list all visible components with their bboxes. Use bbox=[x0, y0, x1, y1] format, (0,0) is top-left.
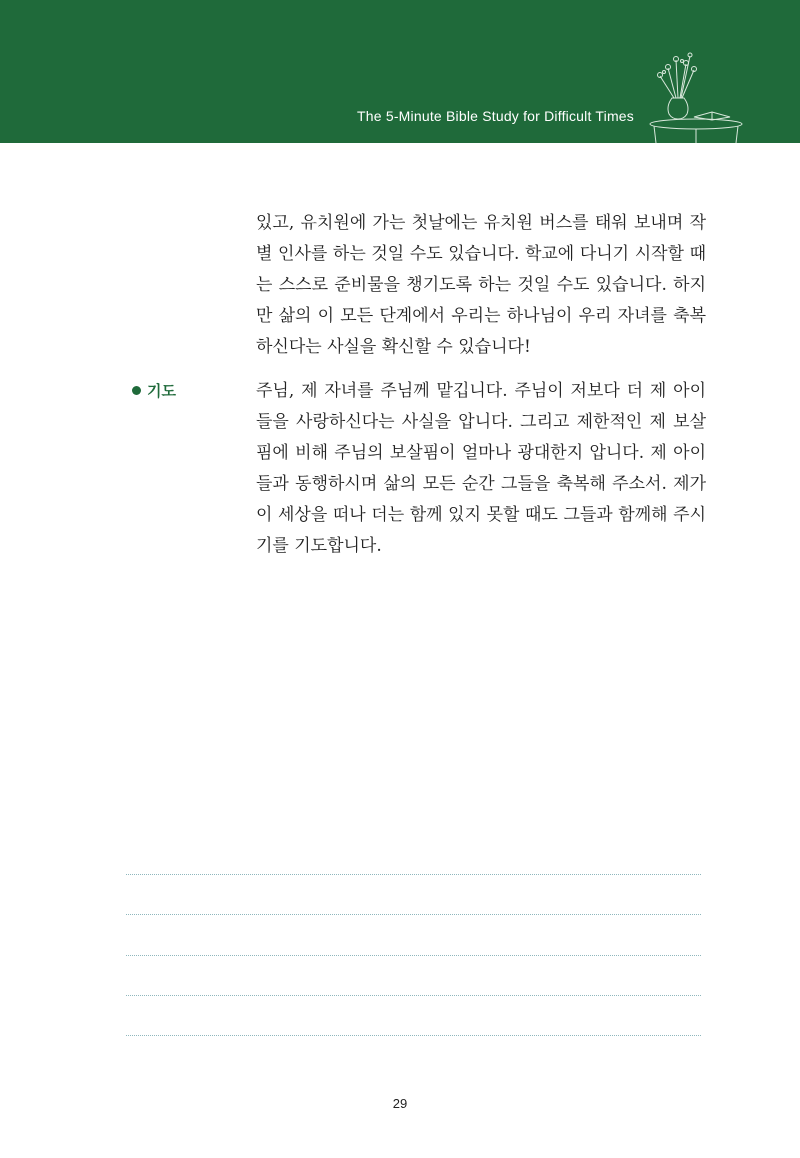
text-line: 하신다는 사실을 확신할 수 있습니다! bbox=[256, 337, 531, 357]
page-number: 29 bbox=[392, 1096, 408, 1111]
note-writing-line bbox=[126, 1035, 701, 1036]
bullet-icon bbox=[132, 386, 141, 395]
prayer-label: 기도 bbox=[147, 382, 176, 400]
text-line: 들과 동행하시며 삶의 모든 순간 그들을 축복해 주소서. 제가 bbox=[256, 474, 706, 494]
vase-with-flowers-and-book-on-table-icon bbox=[636, 48, 746, 143]
prayer-heading bbox=[132, 380, 176, 401]
note-writing-line bbox=[126, 914, 701, 915]
text-line: 이 세상을 떠나 더는 함께 있지 못할 때도 그들과 함께해 주시 bbox=[256, 505, 706, 525]
intro-paragraph bbox=[256, 208, 706, 363]
text-line: 만 삶의 이 모든 단계에서 우리는 하나님이 우리 자녀를 축복 bbox=[256, 306, 706, 326]
note-writing-line bbox=[126, 995, 701, 996]
text-line: 있고, 유치원에 가는 첫날에는 유치원 버스를 태워 보내며 작 bbox=[256, 213, 706, 233]
note-writing-line bbox=[126, 874, 701, 875]
text-line: 핌에 비해 주님의 보살핌이 얼마나 광대한지 압니다. 제 아이 bbox=[256, 443, 706, 463]
text-line: 는 스스로 준비물을 챙기도록 하는 것일 수도 있습니다. 하지 bbox=[256, 275, 706, 295]
text-line: 주님, 제 자녀를 주님께 맡깁니다. 주님이 저보다 더 제 아이 bbox=[256, 381, 706, 401]
text-line: 별 인사를 하는 것일 수도 있습니다. 학교에 다니기 시작할 때 bbox=[256, 244, 706, 264]
text-line: 들을 사랑하신다는 사실을 압니다. 그리고 제한적인 제 보살 bbox=[256, 412, 706, 432]
text-line: 기를 기도합니다. bbox=[256, 536, 382, 556]
book-title: The 5-Minute Bible Study for Difficult Times bbox=[357, 108, 634, 124]
prayer-paragraph bbox=[256, 376, 706, 562]
note-writing-line bbox=[126, 955, 701, 956]
page-header bbox=[0, 0, 800, 143]
